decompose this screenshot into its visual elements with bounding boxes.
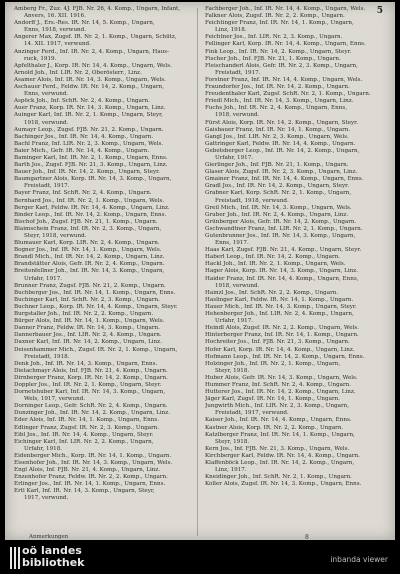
text-line: Amberg Fr., Zuz. 4J. FJB. Nr. 26, 4. Komp., Ungarn, Infant, — [14, 6, 181, 12]
text-line: Gebetsberger Leop., Inf. IR. Nr. 14, 2. Komp., Ungarn, — [205, 147, 360, 154]
text-line: Friedl Mich., Inf. IR. Nr. 14, 3. Komp., Ungarn, Linz. — [205, 98, 354, 105]
text-line: Burgstaller Joh., Inf. IR. Nr. 2, 2. Komp., Ungarn. — [14, 311, 154, 318]
text-line: Dunzinger Joh., Inf. IR. Nr. 14, 2. Komp., Ungarn, Linz. — [14, 410, 170, 417]
text-line: Buchinger Karl, Inf. SchR. Nr. 2, 3. Komp., Ungarn. — [14, 296, 160, 303]
logo-text-line2: bibliothek — [22, 556, 85, 569]
text-line: Eibl Jos., Inf. IR. Nr. 14, 4. Komp., Ungarn, Steyr. — [14, 431, 154, 438]
logo-text-line1: oö landes — [22, 544, 82, 557]
text-line: Brandstätter Alois, Gefr. IR. Nr. 2, 4. Komp., Ungarn. — [14, 261, 165, 268]
text-line: Forstner Franz, Inf. IR. Nr. 14, 4. Komp., Ungarn, Wels. — [205, 76, 363, 83]
text-line: Binder Leop., Inf. IR. Nr. 14, 2. Komp., Ungarn, Enns. — [14, 211, 167, 218]
text-line: Hochreiter Jos., Inf. FJB. Nr. 21, 3. Komp., Ungarn. — [205, 339, 350, 346]
viewer-brand-label[interactable]: inbanda viewer — [330, 555, 388, 564]
text-line: Blumauer Karl, Korp. LIR. Nr. 2, 4. Komp., Ungarn. — [14, 240, 160, 247]
text-line: Auer Franz, Korp. IR. Nr. 14, 3. Komp., Ungarn, Linz. — [14, 105, 166, 112]
text-line: Greil Mich., Inf. IR. Nr. 14, 3. Komp., Ungarn, Wels. — [205, 204, 352, 211]
text-line: Andorff J., Ers.-Res. IR. Nr. 14, 5. Komp., Ungarn, — [14, 20, 155, 27]
text-line: Hofmann Leop., Inf. IR. Nr. 14, 2. Komp., Ungarn, Enns. — [205, 353, 365, 360]
text-line: Steyr, 1918. — [215, 367, 250, 374]
text-line: Brunner Franz, Zugsf. FJB. Nr. 21, 2. Komp., Ungarn. — [14, 282, 166, 289]
text-line: Jäger Karl, Zugsf. IR. Nr. 14, 1. Komp., Ungarn. — [205, 396, 341, 403]
text-line: Baumgartner Alois, Korp. IR. Nr. 14, 3. Komp., Ungarn, — [14, 176, 172, 183]
text-line: 1918, verwund. — [215, 282, 260, 289]
text-line: Glaser Alois, Zugsf. IR. Nr. 2, 3. Komp., Ungarn, Linz. — [205, 169, 358, 176]
text-line: Gattringer Karl, Feldw. IR. Nr. 14, 4. Komp., Ungarn. — [205, 140, 356, 147]
text-line: Dietachmayr Alois, Inf. FJB. Nr. 21, 4. Komp., Ungarn. — [14, 367, 168, 374]
text-line: Dirnberger Franz, Korp. IR. Nr. 14, 2. Komp., Ungarn. — [14, 374, 168, 381]
text-line: Eisenhofer Joh., Inf. IR. Nr. 14, 3. Komp., Ungarn, Wels. — [14, 460, 173, 466]
text-line: Fleischanderl Alois, Gefr. IR. Nr. 2, 3. Komp., Ungarn, — [205, 62, 358, 69]
text-line: Jungwirth Mich., Inf. LIR. Nr. 2, 3. Komp., Ungarn, — [205, 403, 350, 410]
text-line: Kaiser Joh., Inf. IR. Nr. 14, 4. Komp., Ungarn, Enns. — [205, 417, 352, 424]
text-line: Fellinger Karl, Korp. IR. Nr. 14, 4. Komp., Ungarn, Enns. — [205, 41, 366, 48]
text-line: Freistadt, 1917. — [215, 69, 261, 76]
text-line: Aspöck Joh., Inf. SchR. Nr. 2, 4. Komp., Ungarn. — [14, 98, 150, 105]
text-line: Enns, verwund. — [24, 91, 69, 98]
text-line: Fachberger Joh., Inf. IR. Nr. 14, 4. Komp., Ungarn, Wels. — [205, 6, 366, 12]
text-line: Bayer Franz, Inf. SchR. Nr. 2, 4. Komp., Ungarn. — [14, 190, 152, 197]
text-line: Ertl Karl, Inf. IR. Nr. 14, 3. Komp., Ungarn, Steyr, — [14, 488, 155, 495]
text-line: Baminger Karl, Inf. IR. Nr. 2, 1. Komp., Ungarn, Enns. — [14, 154, 168, 161]
text-line: Haberl Leop., Inf. IR. Nr. 14, 2. Komp., Ungarn. — [205, 254, 341, 261]
text-line: Enzenhofer Franz, Feldw. IR. Nr. 2, 2. Komp., Ungarn. — [14, 474, 168, 481]
text-line: Hager Alois, Korp. IR. Nr. 14, 3. Komp., Ungarn, Linz. — [205, 268, 358, 275]
text-line: Bauer Joh., Inf. IR. Nr. 14, 2. Komp., Ungarn, Steyr. — [14, 169, 160, 176]
text-line: Auinger Karl, Inf. IR. Nr. 2, 1. Komp., Ungarn, Steyr, — [14, 112, 163, 119]
text-line: Freistadt, 1918, verwund. — [215, 197, 289, 204]
scanned-page — [5, 2, 395, 540]
text-line: Hainzl Jos., Inf. SchR. Nr. 2, 2. Komp., Ungarn. — [205, 289, 339, 296]
text-line: Deisenhammer Mich., Zugsf. IR. Nr. 2, 1. Komp., Ungarn, — [14, 346, 178, 353]
text-line: Haslinger Karl, Feldw. IR. Nr. 14, 1. Komp., Ungarn. — [205, 296, 354, 303]
text-line: Wels, 1917, verwund. — [24, 396, 86, 403]
text-line: Grünberger Alois, Gefr. IR. Nr. 14, 2. Komp., Ungarn. — [205, 218, 357, 225]
text-line: Berger Karl, Feldw. IR. Nr. 14, 4. Komp., Ungarn, Linz. — [14, 204, 170, 211]
text-line: Fürst Alois, Korp. IR. Nr. 14, 2. Komp., Ungarn, Steyr. — [205, 119, 359, 126]
text-line: Fink Leop., Inf. IR. Nr. 14, 2. Komp., Ungarn, Steyr. — [205, 48, 352, 55]
text-line: 1918, verwund. — [24, 119, 69, 126]
text-line: Hauer Mich., Inf. IR. Nr. 14, 3. Komp., Ungarn, Steyr. — [205, 303, 357, 310]
column-divider — [197, 8, 198, 536]
text-line: Gradl Jos., Inf. IR. Nr. 14, 2. Komp., Ungarn, Steyr. — [205, 183, 350, 190]
text-line: Fraundorfer Jos., Inf. IR. Nr. 14, 2. Komp., Ungarn. — [205, 84, 350, 91]
text-line: Gierlinger Joh., Inf. FJB. Nr. 21, 1. Komp., Ungarn. — [205, 162, 349, 169]
text-line: Gangl Jos., Inf. LIR. Nr. 2, 3. Komp., Ungarn, Wels. — [205, 133, 349, 140]
text-line: Huber Alois, Gefr. IR. Nr. 14, 3. Komp., Ungarn, Wels. — [205, 374, 358, 381]
text-line: Urfahr, 1917. — [215, 318, 254, 325]
text-line: Buchner Leop., Korp. IR. Nr. 14, 4. Komp., Ungarn, Steyr. — [14, 303, 178, 310]
text-line: Gutenbrunner Jos., Inf. IR. Nr. 14, 3. Komp., Ungarn, — [205, 233, 356, 239]
text-line: Fuchs Joh., Inf. IR. Nr. 2, 4. Komp., Ungarn, Enns, — [205, 105, 347, 112]
text-line: Bürger Alois, Inf. IR. Nr. 14, 1. Komp., Ungarn, Wels. — [14, 318, 165, 325]
text-line: Hackl Joh., Inf. IR. Nr. 2, 1. Komp., Ungarn, Wels. — [205, 261, 346, 268]
text-line: Urfahr, 1918. — [24, 445, 63, 452]
text-line: Anzinger Ferd., Inf. IR. Nr. 2, 4. Komp., Ungarn, Haus- — [14, 48, 170, 55]
text-line: Linz, 1917. — [215, 467, 247, 474]
text-line: 1918, verwund. — [215, 112, 260, 119]
text-line: Hummer Franz, Inf. SchR. Nr. 2, 4. Komp., Ungarn. — [205, 381, 352, 388]
text-line: Kneidinger Joh., Inf. SchR. Nr. 2, 1. Komp., Ungarn. — [205, 474, 352, 481]
text-line: Engl Alois, Inf. FJB. Nr. 21, 4. Komp., Ungarn, Linz. — [14, 467, 161, 474]
text-line: Freistadt, 1917. — [24, 183, 70, 190]
text-line: Gmainer Franz, Inf. IR. Nr. 14, 4. Komp., Ungarn, Enns. — [205, 176, 364, 183]
text-line: Haider Franz, Inf. IR. Nr. 14, 4. Komp., Ungarn, Enns, — [205, 275, 359, 282]
text-line: Danner Franz, Feldw. IR. Nr. 14, 3. Komp., Ungarn. — [14, 325, 160, 332]
text-line: Baier Mich., Gefr. IR. Nr. 14, 4. Komp., Ungarn. — [14, 147, 150, 154]
text-line: Aschauer Ferd., Feldw. IR. Nr. 14, 2. Komp., Ungarn, — [14, 84, 164, 91]
text-line: Doppler Jos., Inf. IR. Nr. 2, 1. Komp., Ungarn, Steyr. — [14, 381, 162, 388]
text-line: Dornetshuber Karl, Inf. IR. Nr. 14, 3. Komp., Ungarn, — [14, 389, 166, 396]
text-line: Edlinger Franz, Zugsf. IR. Nr. 2, 3. Komp., Ungarn. — [14, 424, 160, 431]
text-line: Brandl Mich., Inf. IR. Nr. 14, 2. Komp., Ungarn, Linz. — [14, 254, 165, 261]
text-line: Enns, 1917. — [215, 240, 249, 247]
text-line: Barth Jos., Zugsf. FJB. Nr. 21, 3. Komp., Ungarn, Linz. — [14, 162, 168, 169]
text-line: Gaisbauer Franz, Inf. IR. Nr. 14, 1. Komp., Ungarn. — [205, 126, 351, 133]
text-line: Enns, 1918, verwund. — [24, 27, 87, 34]
text-line: Eichinger Karl, Inf. LIR. Nr. 2, 2. Komp., Ungarn, — [14, 438, 154, 445]
text-line: Freistadt, 1918. — [24, 353, 70, 360]
text-line: Dorninger Leop., Gefr. SchR. Nr. 2, 4. Komp., Ungarn. — [14, 403, 168, 410]
text-line: Gschwandtner Franz, Inf. LIR. Nr. 2, 1. Komp., Ungarn. — [205, 225, 363, 232]
text-line: Bischof Joh., Zugsf. FJB. Nr. 21, 1. Komp., Ungarn. — [14, 218, 158, 225]
text-line: Hinterberger Franz, Inf. IR. Nr. 14, 1. Komp., Ungarn. — [205, 332, 359, 339]
text-line: Katzlberger Franz, Inf. IR. Nr. 14, 1. Komp., Ungarn, — [205, 431, 355, 438]
text-line: Kern Jos., Inf. FJB. Nr. 21, 3. Komp., Ungarn, Wels. — [205, 445, 350, 452]
text-line: Angerer Max, Zugsf. IR. Nr. 2, 1. Komp., Ungarn, Schütz, — [14, 34, 177, 41]
library-logo-icon — [10, 547, 20, 569]
text-line: 1917, verwund. — [24, 495, 69, 502]
text-line: Hofer Karl, Korp. IR. Nr. 14, 4. Komp., Ungarn, Linz. — [205, 346, 355, 353]
text-line: Bogner Jos., Inf. IR. Nr. 14, 1. Komp., Ungarn, Wels. — [14, 247, 162, 254]
text-line: ruck, 1919. — [24, 55, 57, 62]
text-line: Falkner Alois, Zugsf. IR. Nr. 2, 2. Komp., Ungarn. — [205, 13, 345, 20]
text-line: Blaimschein Franz, Inf. IR. Nr. 2, 3. Komp., Ungarn, — [14, 225, 162, 232]
text-line: Apfelthaler J., Korp. IR. Nr. 14, 4. Komp., Ungarn, Wels. — [14, 62, 172, 69]
text-line: Freistadt, 1917, verwund. — [215, 410, 289, 417]
text-line: Asamer Alois, Inf. IR. Nr. 14, 3. Komp., Ungarn, Wels. — [14, 76, 166, 83]
page-number: 5 — [376, 6, 383, 16]
text-line: Aumayr Leop., Zugsf. FJB. Nr. 21, 2. Komp., Ungarn. — [14, 126, 164, 133]
text-line: Urfahr, 1917. — [24, 275, 63, 282]
right-text-column — [205, 6, 381, 488]
text-line: Eidenberger Mich., Korp. IR. Nr. 14, 1. Komp., Ungarn. — [14, 452, 172, 459]
text-line: Hutterer Jos., Inf. IR. Nr. 14, 2. Komp., Ungarn, Linz. — [205, 389, 356, 396]
text-line: Hehenberger Joh., Inf. LIR. Nr. 2, 4. Komp., Ungarn, — [205, 311, 354, 318]
text-line: Kastner Alois, Korp. IR. Nr. 2, 2. Komp., Ungarn. — [205, 424, 344, 431]
text-line: Grabner Karl, Korp. SchR. Nr. 2, 1. Komp., Ungarn, — [205, 190, 352, 197]
text-line: Gruber Joh., Inf. IR. Nr. 2, 4. Komp., Ungarn, Linz. — [205, 211, 349, 218]
text-line: Urfahr, 1917. — [215, 154, 254, 161]
text-line: Arnold Joh., Inf. LIR. Nr. 2, Oberösterr., Linz. — [14, 69, 142, 76]
page-footer-number: 8 — [305, 534, 309, 540]
text-line: Buchberger Jos., Inf. IR. Nr. 14, 1. Komp., Ungarn, Enns. — [14, 289, 176, 296]
text-line: Klaffenböck Leop., Inf. IR. Nr. 14, 2. Komp., Ungarn, — [205, 460, 355, 466]
text-line: Feichtinger Franz, Inf. IR. Nr. 14, 1. Komp., Ungarn, — [205, 20, 354, 27]
page-footer-note: Anmerkungen — [29, 534, 69, 540]
text-line: Dannerbauer Jos., Inf. LIR. Nr. 2, 4. Komp., Ungarn. — [14, 332, 162, 339]
text-line: Anvers, 16. XII. 1916. — [24, 13, 86, 20]
text-line: Steyr, 1918. — [215, 438, 250, 445]
text-line: Bernhard Jos., Inf. IR. Nr. 2, 1. Komp., Ungarn, Wels. — [14, 197, 165, 204]
text-line: Bachinger Jos., Inf. IR. Nr. 14, 4. Komp., Ungarn. — [14, 133, 154, 140]
text-line: Breitenfellner Joh., Inf. IR. Nr. 14, 3. Komp., Ungarn, — [14, 268, 165, 275]
text-line: Feichtner Jos., Inf. LIR. Nr. 2, 3. Komp., Ungarn. — [205, 34, 343, 41]
library-logo[interactable] — [10, 544, 120, 572]
text-line: Erlinger Jos., Inf. IR. Nr. 14, 1. Komp., Ungarn, Enns. — [14, 481, 166, 488]
text-line: Fischer Joh., Inf. FJB. Nr. 21, 1. Komp., Ungarn. — [205, 55, 341, 62]
left-text-column — [14, 6, 190, 503]
text-line: Linz, 1918. — [215, 27, 247, 34]
text-line: Koller Alois, Zugsf. IR. Nr. 14, 3. Komp., Ungarn, Enns. — [205, 481, 362, 488]
text-line: Kirchberger Karl, Feldw. IR. Nr. 14, 4. Komp., Ungarn. — [205, 452, 360, 459]
text-line: Bachl Franz, Inf. LIR. Nr. 2, 3. Komp., Ungarn, Wels. — [14, 140, 164, 147]
text-line: Freudenthaler Karl, Zugsf. SchR. Nr. 2, 1. Komp., Ungarn. — [205, 91, 371, 98]
text-line: Haas Karl, Zugsf. FJB. Nr. 21, 4. Komp., Ungarn, Steyr. — [205, 247, 362, 254]
text-line: Denk Joh., Inf. IR. Nr. 14, 3. Komp., Ungarn, Enns. — [14, 360, 158, 367]
text-line: Steyr, 1918, verwund. — [24, 233, 87, 239]
text-line: 14. XII. 1917, verwund. — [24, 41, 91, 48]
text-line: Heindl Alois, Zugsf. IR. Nr. 2, 2. Komp., Ungarn, Wels. — [205, 325, 359, 332]
text-line: Daxner Karl, Inf. IR. Nr. 14, 2. Komp., Ungarn, Linz. — [14, 339, 162, 346]
text-line: Holzinger Joh., Inf. IR. Nr. 2, 1. Komp., Ungarn, — [205, 360, 341, 367]
text-line: Eder Alois, Inf. IR. Nr. 14, 1. Komp., Ungarn, Enns. — [14, 417, 159, 424]
